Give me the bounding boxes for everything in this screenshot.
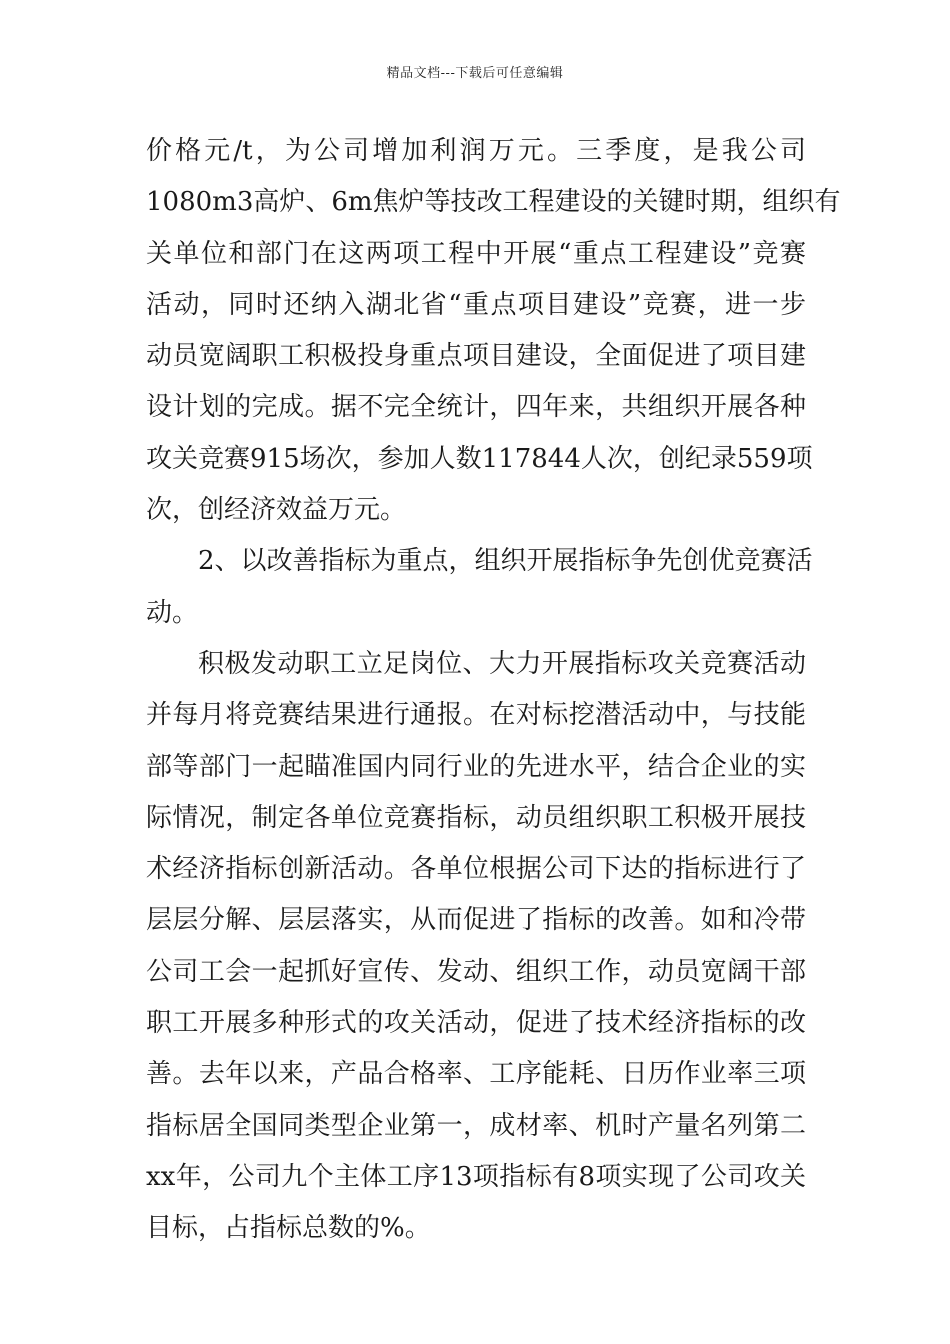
text-line: 2、以改善指标为重点，组织开展指标争先创优竞赛活: [198, 546, 813, 577]
text-line: 层层分解、层层落实，从而促进了指标的改善。如和冷带: [146, 905, 806, 936]
text-line: 设计划的完成。据不完全统计，四年来，共组织开展各种: [146, 392, 806, 423]
text-line: 职工开展多种形式的攻关活动，促进了技术经济指标的改: [146, 1008, 806, 1039]
text-line: 目标，占指标总数的%。: [146, 1213, 431, 1244]
text-line: 关单位和部门在这两项工程中开展“重点工程建设”竞赛: [146, 238, 806, 269]
text-line: 术经济指标创新活动。各单位根据公司下达的指标进行了: [146, 854, 806, 885]
text-line: xx年，公司九个主体工序13项指标有8项实现了公司攻关: [146, 1161, 806, 1192]
page-header: 精品文档---下载后可任意编辑: [386, 66, 564, 81]
text-line: 价格元/t，为公司增加利润万元。三季度，是我公司: [146, 136, 806, 166]
text-line: 并每月将竞赛结果进行通报。在对标挖潜活动中，与技能: [146, 700, 806, 731]
text-line: 动。: [146, 597, 199, 628]
document-body: [146, 126, 841, 1255]
section-heading: [146, 536, 813, 639]
text-line: 攻关竞赛915场次，参加人数117844人次，创纪录559项: [146, 443, 813, 474]
text-line: 际情况，制定各单位竞赛指标，动员组织职工积极开展技: [146, 802, 806, 833]
text-line: 活动，同时还纳入湖北省“重点项目建设”竞赛，进一步: [146, 289, 806, 320]
text-line: 公司工会一起抓好宣传、发动、组织工作，动员宽阔干部: [146, 956, 806, 987]
text-line: 1080m3高炉、6m焦炉等技改工程建设的关键时期，组织有: [146, 187, 841, 218]
text-line: 善。去年以来，产品合格率、工序能耗、日历作业率三项: [146, 1059, 806, 1090]
paragraph: [146, 126, 841, 536]
text-line: 动员宽阔职工积极投身重点项目建设，全面促进了项目建: [146, 341, 806, 372]
text-line: 指标居全国同类型企业第一，成材率、机时产量名列第二: [146, 1110, 806, 1141]
text-line: 次，创经济效益万元。: [146, 495, 407, 526]
text-line: 部等部门一起瞄准国内同行业的先进水平，结合企业的实: [146, 751, 806, 782]
paragraph: [146, 639, 806, 1255]
text-line: 积极发动职工立足岗位、大力开展指标攻关竞赛活动: [198, 648, 806, 679]
